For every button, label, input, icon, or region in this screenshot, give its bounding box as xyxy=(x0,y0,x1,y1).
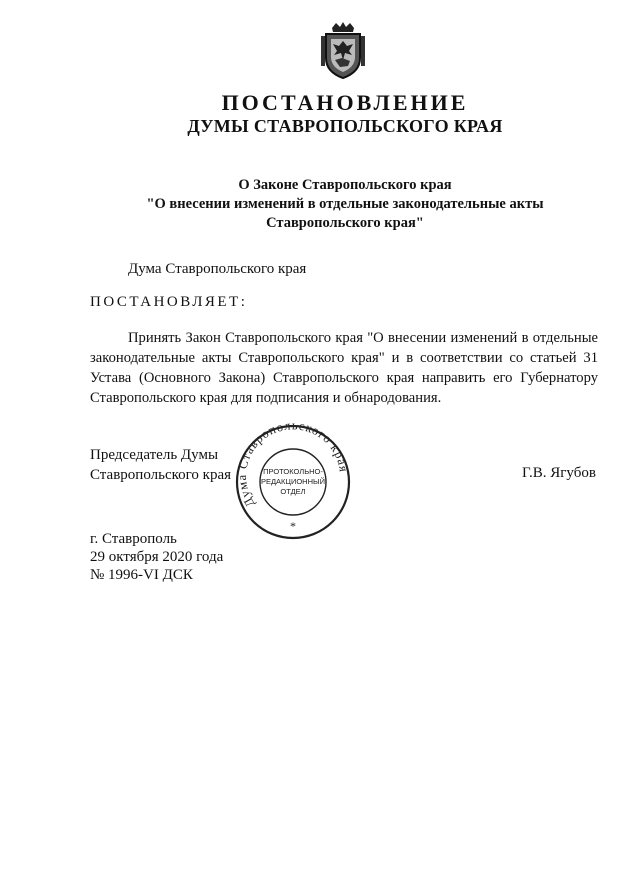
stamp-inner-line-3: ОТДЕЛ xyxy=(280,487,306,496)
official-stamp xyxy=(228,420,358,540)
issuing-body-title: ДУМЫ СТАВРОПОЛЬСКОГО КРАЯ xyxy=(187,116,503,136)
subject-line-1: О Законе Ставропольского края xyxy=(238,177,452,193)
paragraph-line: Устава (Основного Закона) Ставропольского края направить его Губернатору xyxy=(90,370,598,386)
svg-text:Дума Ставропольского края xyxy=(235,420,351,510)
duma-line: Дума Ставропольского края xyxy=(128,261,307,277)
stamp-outer-text: Дума Ставропольского края xyxy=(234,420,351,510)
resolve-heading: ПОСТАНОВЛЯЕТ: xyxy=(90,294,248,310)
paragraph-line: Ставропольского края для подписания и обнародования. xyxy=(90,390,442,406)
subject-line-3: Ставропольского края" xyxy=(266,215,424,231)
resolution-paragraph xyxy=(90,328,598,408)
paragraph-line: Принять Закон Ставропольского края "О внесении изменений в отдельные xyxy=(128,330,598,346)
date: 29 октября 2020 года xyxy=(90,549,224,565)
stamp-inner-line-1: ПРОТОКОЛЬНО- xyxy=(263,467,323,476)
document-subject xyxy=(0,176,640,233)
stamp-inner-line-2: РЕДАКЦИОННЫЙ xyxy=(260,477,326,486)
signer-position xyxy=(90,445,231,485)
stamp-star: * xyxy=(290,519,296,533)
document-number: № 1996-VI ДСК xyxy=(90,567,193,583)
stavropol-coat-of-arms-icon xyxy=(318,22,368,80)
subject-line-2: "О внесении изменений в отдельные законодательные акты xyxy=(146,196,544,212)
document-footer xyxy=(90,530,223,584)
document-type-title: ПОСТАНОВЛЕНИЕ xyxy=(221,90,469,115)
city: г. Ставрополь xyxy=(90,531,177,547)
paragraph-line: законодательные акты Ставропольского края" и в соответствии со статьей 31 xyxy=(90,350,598,366)
signer-name: Г.В. Ягубов xyxy=(522,465,596,481)
signer-position-line-2: Ставропольского края xyxy=(90,467,231,483)
signer-position-line-1: Председатель Думы xyxy=(90,447,219,463)
